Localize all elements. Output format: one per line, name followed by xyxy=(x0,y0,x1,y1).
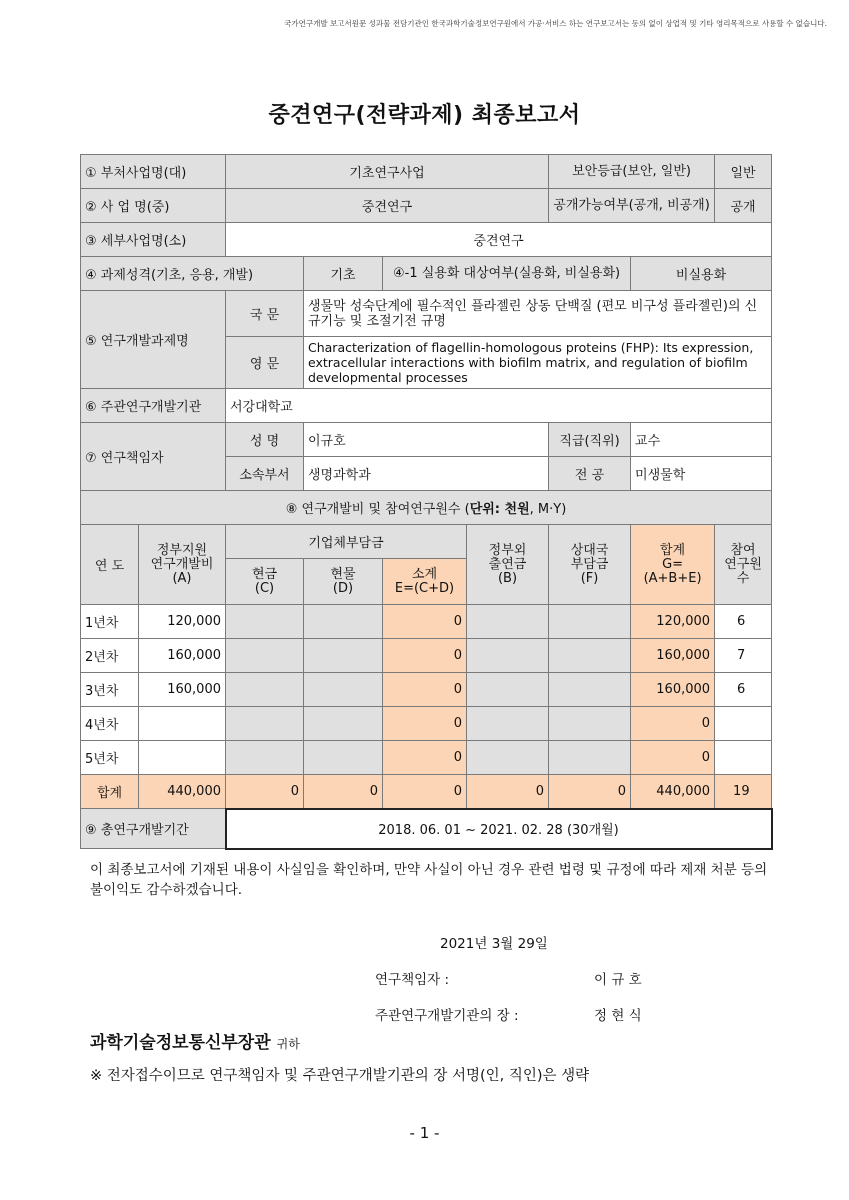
pi-label: ⑦ 연구책임자 xyxy=(81,423,226,491)
program-value: 중견연구 xyxy=(226,189,549,223)
year-cell: 2년차 xyxy=(81,639,139,673)
nongov-cell xyxy=(467,707,549,741)
sum-partner: 0 xyxy=(549,775,631,809)
task-type-value: 기초 xyxy=(304,257,383,291)
budget-unit: 단위: 천원 xyxy=(469,502,530,517)
task-type-label: ④ 과제성격(기초, 응용, 개발) xyxy=(81,257,304,291)
total-cell: 0 xyxy=(631,707,715,741)
people-cell xyxy=(715,707,772,741)
cash-cell xyxy=(226,741,304,775)
recipient xyxy=(90,1028,300,1053)
report-date: 2021년 3월 29일 xyxy=(440,936,548,952)
gov-cell: 160,000 xyxy=(139,639,226,673)
cash-cell xyxy=(226,605,304,639)
sum-total: 440,000 xyxy=(631,775,715,809)
table-row xyxy=(81,741,772,775)
budget-section-title-tail: , M·Y) xyxy=(529,502,567,517)
gov-cell: 160,000 xyxy=(139,673,226,707)
sum-cash: 0 xyxy=(226,775,304,809)
sum-label: 합계 xyxy=(81,775,139,809)
sub-program-value: 중견연구 xyxy=(226,223,772,257)
subtotal-cell: 0 xyxy=(383,673,467,707)
cash-cell xyxy=(226,639,304,673)
total-cell: 120,000 xyxy=(631,605,715,639)
period-label: ⑨ 총연구개발기간 xyxy=(81,809,226,849)
subtotal-cell: 0 xyxy=(383,741,467,775)
recipient-honorific: 귀하 xyxy=(276,1037,300,1051)
security-level-value: 일반 xyxy=(715,155,772,189)
company-share-header: 기업체부담금 xyxy=(226,525,467,559)
sum-subtotal: 0 xyxy=(383,775,467,809)
budget-section-title xyxy=(81,491,772,525)
commercialization-value: 비실용화 xyxy=(631,257,772,291)
cash-cell xyxy=(226,707,304,741)
cash-header: 현금 (C) xyxy=(226,559,304,605)
nongov-cell xyxy=(467,605,549,639)
inkind-cell xyxy=(304,639,383,673)
people-cell xyxy=(715,741,772,775)
report-summary-table xyxy=(80,154,773,850)
security-level-label: 보안등급(보안, 일반) xyxy=(549,155,715,189)
subtotal-header: 소계 E=(C+D) xyxy=(383,559,467,605)
pi-dept-label: 소속부서 xyxy=(226,457,304,491)
table-row xyxy=(81,707,772,741)
subtotal-cell: 0 xyxy=(383,639,467,673)
gov-cell: 120,000 xyxy=(139,605,226,639)
page-title: 중견연구(전략과제) 최종보고서 xyxy=(268,103,581,128)
pi-name-label: 성 명 xyxy=(226,423,304,457)
disclosure-value: 공개 xyxy=(715,189,772,223)
partner-cell xyxy=(549,605,631,639)
inkind-cell xyxy=(304,605,383,639)
people-cell: 7 xyxy=(715,639,772,673)
table-row xyxy=(81,605,772,639)
signature-remark: ※ 전자접수이므로 연구책임자 및 주관연구개발기관의 장 서명(인, 직인)은 생략 xyxy=(90,1068,590,1084)
confirmation-statement: 이 최종보고서에 기재된 내용이 사실임을 확인하며, 만약 사실이 아닌 경우 관련 법령 및 규정에 따라 제재 처분 등의 불이익도 감수하겠습니다. xyxy=(90,862,768,898)
partner-cell xyxy=(549,673,631,707)
total-cell: 160,000 xyxy=(631,673,715,707)
nongov-cell xyxy=(467,673,549,707)
recipient-name: 과학기술정보통신부장관 xyxy=(90,1033,271,1053)
sub-program-label: ③ 세부사업명(소) xyxy=(81,223,226,257)
ministry-program-label: ① 부처사업명(대) xyxy=(81,155,226,189)
partner-cell xyxy=(549,707,631,741)
nongov-cell xyxy=(467,741,549,775)
people-cell: 6 xyxy=(715,605,772,639)
year-cell: 3년차 xyxy=(81,673,139,707)
inkind-header: 현물 (D) xyxy=(304,559,383,605)
nongov-cell xyxy=(467,639,549,673)
pi-rank-label: 직급(직위) xyxy=(549,423,631,457)
program-label: ② 사 업 명(중) xyxy=(81,189,226,223)
pi-rank-value: 교수 xyxy=(631,423,772,457)
year-cell: 5년차 xyxy=(81,741,139,775)
total-cell: 160,000 xyxy=(631,639,715,673)
head-signature-label: 주관연구개발기관의 장 : xyxy=(375,1008,519,1024)
people-cell: 6 xyxy=(715,673,772,707)
pi-major-value: 미생물학 xyxy=(631,457,772,491)
sum-row xyxy=(81,775,772,809)
english-title-label: 영 문 xyxy=(226,337,304,389)
host-institution-value: 서강대학교 xyxy=(226,389,772,423)
pi-signature-label: 연구책임자 : xyxy=(375,972,450,988)
partner-cell xyxy=(549,741,631,775)
inkind-cell xyxy=(304,707,383,741)
table-row xyxy=(81,639,772,673)
sum-nongov: 0 xyxy=(467,775,549,809)
researchers-header: 참여 연구원수 xyxy=(715,525,772,605)
usage-notice: 국가연구개발 보고서원문 성과물 전담기관인 한국과학기술정보연구원에서 가공·서비스 하는 연구보고서는 동의 없이 상업적 및 기타 영리목적으로 사용할 수 없습니다. xyxy=(284,19,827,28)
commercialization-label: ④-1 실용화 대상여부(실용화, 비실용화) xyxy=(383,257,631,291)
budget-section-title-text: ⑧ 연구개발비 및 참여연구원수 ( xyxy=(285,502,470,517)
pi-dept-value: 생명과학과 xyxy=(304,457,549,491)
page-number: - 1 - xyxy=(409,1124,440,1142)
pi-signature-name: 이 규 호 xyxy=(594,972,642,988)
gov-funding-header: 정부지원 연구개발비 (A) xyxy=(139,525,226,605)
pi-name-value: 이규호 xyxy=(304,423,549,457)
disclosure-label: 공개가능여부(공개, 비공개) xyxy=(549,189,715,223)
korean-title-value: 생물막 성숙단계에 필수적인 플라젤린 상동 단백질 (편모 비구성 플라젤린)의 신규기능 및 조절기전 규명 xyxy=(304,291,772,337)
inkind-cell xyxy=(304,673,383,707)
sum-gov: 440,000 xyxy=(139,775,226,809)
table-row xyxy=(81,673,772,707)
ministry-program-value: 기초연구사업 xyxy=(226,155,549,189)
sum-inkind: 0 xyxy=(304,775,383,809)
cash-cell xyxy=(226,673,304,707)
english-title-value: Characterization of flagellin-homologous proteins (FHP): Its expression, extracellular interactions with biofilm matrix, and regulation of biofilm developmental processes xyxy=(304,337,772,389)
year-cell: 4년차 xyxy=(81,707,139,741)
year-header: 연 도 xyxy=(81,525,139,605)
year-cell: 1년차 xyxy=(81,605,139,639)
subtotal-cell: 0 xyxy=(383,707,467,741)
partner-cell xyxy=(549,639,631,673)
gov-cell xyxy=(139,741,226,775)
subtotal-cell: 0 xyxy=(383,605,467,639)
head-signature-name: 정 현 식 xyxy=(594,1008,642,1024)
nongov-header: 정부외 출연금 (B) xyxy=(467,525,549,605)
host-institution-label: ⑥ 주관연구개발기관 xyxy=(81,389,226,423)
total-header: 합계 G=(A+B+E) xyxy=(631,525,715,605)
gov-cell xyxy=(139,707,226,741)
project-title-label: ⑤ 연구개발과제명 xyxy=(81,291,226,389)
inkind-cell xyxy=(304,741,383,775)
sum-people: 19 xyxy=(715,775,772,809)
total-cell: 0 xyxy=(631,741,715,775)
korean-title-label: 국 문 xyxy=(226,291,304,337)
pi-major-label: 전 공 xyxy=(549,457,631,491)
period-value: 2018. 06. 01 ~ 2021. 02. 28 (30개월) xyxy=(226,809,772,849)
partner-header: 상대국 부담금 (F) xyxy=(549,525,631,605)
